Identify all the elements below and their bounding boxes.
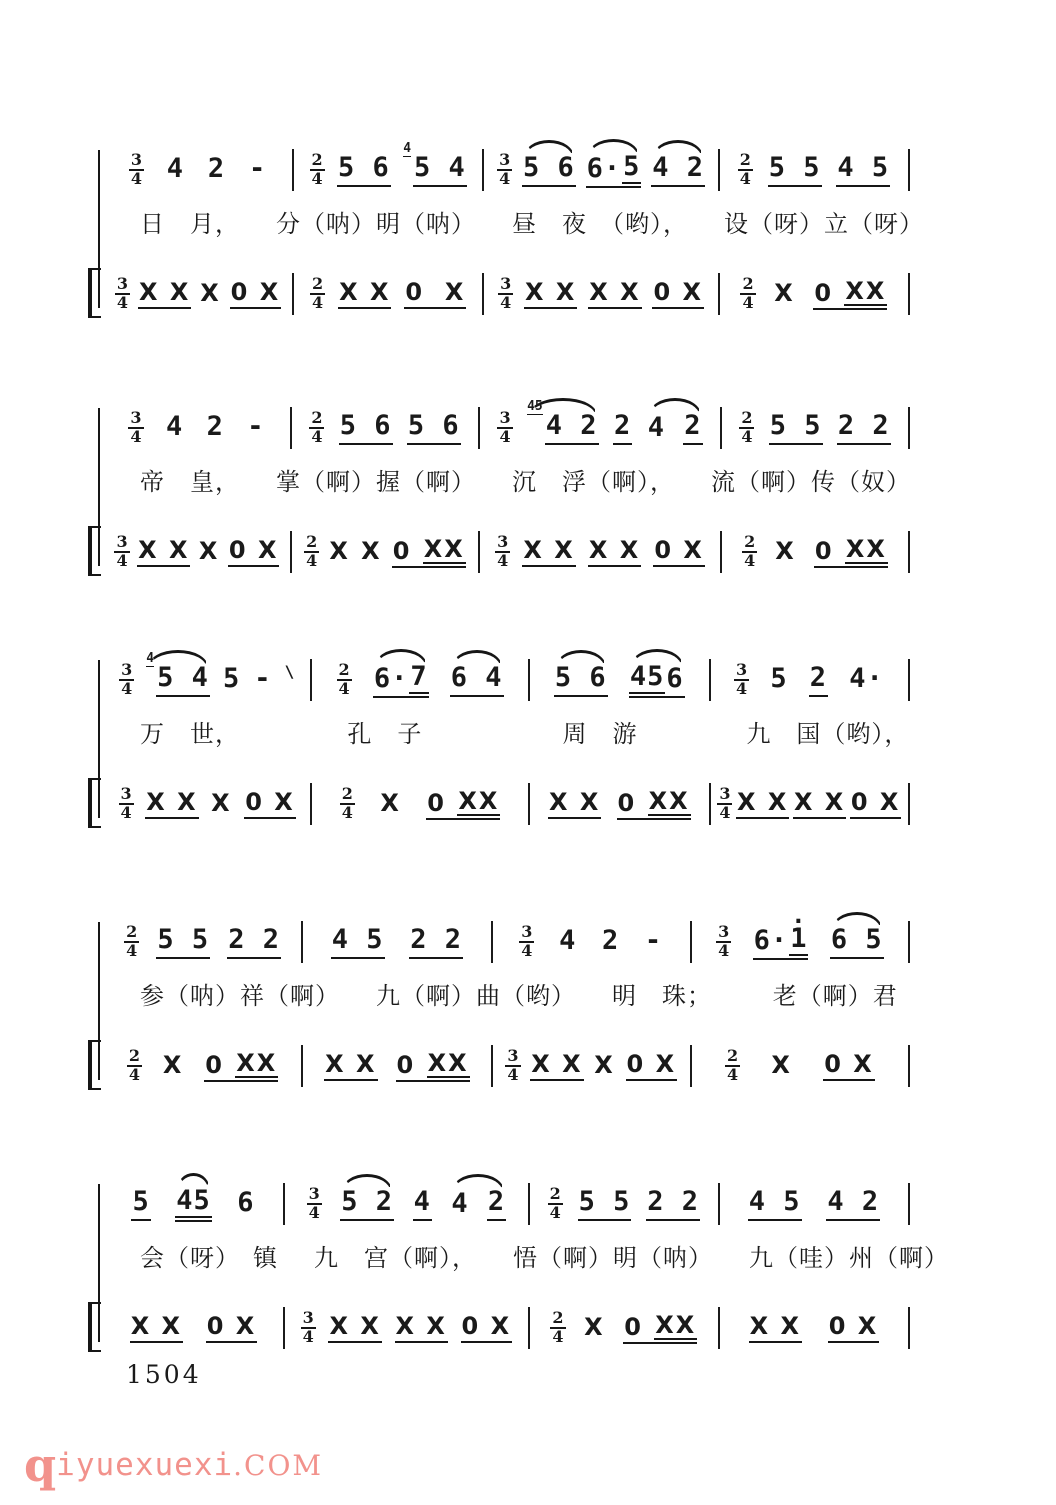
percussion-group: 0 XX bbox=[617, 788, 691, 820]
percussion-group: X bbox=[771, 1050, 792, 1079]
percussion-group: X bbox=[162, 1050, 184, 1079]
lyric: 明 珠； bbox=[612, 981, 712, 1010]
note-group: 6· · 1 bbox=[753, 924, 809, 960]
note-group: 4 5 bbox=[748, 1187, 802, 1221]
time-signature: $\frac{2}{4}$ bbox=[341, 784, 353, 822]
lyric: 九 宫（啊）， bbox=[314, 1243, 477, 1272]
percussion-bracket bbox=[88, 526, 101, 576]
note-group: - bbox=[247, 411, 265, 443]
time-signature: $\frac{2}{4}$ bbox=[338, 660, 350, 698]
note-group: 4 2 bbox=[451, 1186, 506, 1220]
melody-row bbox=[104, 650, 910, 710]
barline bbox=[908, 1183, 910, 1225]
note-group: $^{45}$ 4 2 bbox=[527, 411, 598, 445]
time-signature: $\frac{3}{4}$ bbox=[130, 150, 142, 188]
lyrics-row bbox=[104, 456, 910, 502]
percussion-group: 0 XX bbox=[396, 1050, 470, 1082]
perc-measure bbox=[104, 1298, 283, 1358]
time-signature: $\frac{3}{4}$ bbox=[116, 532, 128, 570]
percussion-row bbox=[104, 1036, 910, 1096]
system-4 bbox=[104, 912, 910, 1108]
percussion-group: 0 X bbox=[652, 279, 704, 309]
percussion-group: 0 X bbox=[626, 1051, 678, 1081]
perc-measure bbox=[292, 522, 478, 582]
perc-measure bbox=[530, 1298, 718, 1358]
percussion-group: X X bbox=[736, 789, 789, 819]
grace-note: 4 bbox=[403, 141, 412, 157]
perc-measure bbox=[720, 264, 908, 324]
perc-measure bbox=[285, 1298, 528, 1358]
lyric: 设（呀）立（呀） bbox=[724, 209, 924, 238]
note-group: \ bbox=[284, 662, 296, 682]
time-signature: $\frac{2}{4}$ bbox=[552, 1308, 564, 1346]
percussion-bracket bbox=[88, 778, 101, 828]
percussion-group: X X bbox=[324, 1051, 377, 1081]
note-group: 6 bbox=[237, 1187, 255, 1219]
watermark-tld: .COM bbox=[233, 1449, 324, 1482]
percussion-group: X bbox=[775, 536, 796, 565]
lyric: 万 世， bbox=[140, 719, 240, 748]
percussion-group: 0 XX bbox=[623, 1312, 697, 1344]
time-signature: $\frac{3}{4}$ bbox=[507, 1046, 519, 1084]
lyric: 九 国（哟）， bbox=[746, 719, 910, 748]
perc-measure bbox=[530, 774, 709, 834]
lyric: 分（呐）明（呐） bbox=[276, 209, 476, 238]
melody-measure bbox=[294, 140, 482, 200]
percussion-group: 0 X bbox=[823, 1051, 875, 1081]
lyric: 掌（啊）握（啊） bbox=[276, 467, 476, 496]
percussion-group: X X bbox=[130, 1313, 183, 1343]
note-group: 2 2 bbox=[409, 925, 463, 959]
percussion-group: X bbox=[594, 1050, 615, 1079]
lyric: 悟（啊）明（呐） bbox=[513, 1243, 713, 1272]
note-group: 5 6 bbox=[407, 411, 461, 445]
note-group: 4 2 bbox=[647, 410, 702, 444]
perc-measure bbox=[294, 264, 482, 324]
perc-measure bbox=[480, 522, 720, 582]
note-group: 5 6 bbox=[554, 663, 608, 697]
time-signature: $\frac{2}{4}$ bbox=[744, 532, 756, 570]
system-3 bbox=[104, 650, 910, 846]
perc-measure bbox=[720, 1298, 908, 1358]
time-signature: $\frac{2}{4}$ bbox=[741, 408, 753, 446]
lyric: 会（呀） 镇 bbox=[140, 1243, 278, 1272]
percussion-bracket bbox=[88, 1302, 101, 1352]
percussion-group: X X bbox=[522, 537, 575, 567]
lyric: 周 游 bbox=[562, 719, 638, 748]
percussion-group: X X bbox=[145, 789, 198, 819]
note-group: 4 5 bbox=[331, 925, 385, 959]
time-signature: $\frac{3}{4}$ bbox=[120, 784, 132, 822]
note-group: 4 bbox=[413, 1187, 432, 1221]
note-group: 5 6 bbox=[522, 153, 576, 187]
note-group: 5 5 bbox=[156, 925, 210, 959]
melody-measure bbox=[104, 398, 290, 458]
percussion-group: 0 XX bbox=[814, 536, 888, 568]
perc-measure bbox=[104, 774, 310, 834]
time-signature: $\frac{2}{4}$ bbox=[311, 150, 323, 188]
melody-measure bbox=[484, 140, 718, 200]
percussion-group: 0 X bbox=[850, 789, 902, 819]
note-group: 5 bbox=[222, 663, 241, 695]
note-group: 45 bbox=[175, 1186, 212, 1222]
barline bbox=[908, 921, 910, 963]
percussion-group: 0 X bbox=[653, 537, 705, 567]
system-1 bbox=[104, 140, 924, 336]
barline bbox=[908, 531, 910, 573]
barline bbox=[908, 273, 910, 315]
note-group: 6 5 bbox=[830, 925, 884, 959]
time-signature: $\frac{3}{4}$ bbox=[719, 784, 731, 822]
percussion-group: X bbox=[380, 788, 401, 817]
melody-row bbox=[104, 140, 910, 200]
barline bbox=[908, 407, 910, 449]
note-group: 4 bbox=[166, 153, 185, 185]
time-signature: $\frac{3}{4}$ bbox=[499, 408, 511, 446]
note-group: 5 6 bbox=[337, 153, 391, 187]
note-group: 2 bbox=[601, 925, 620, 957]
lyric: 九（啊）曲（哟） bbox=[376, 981, 576, 1010]
note-group: - bbox=[254, 663, 272, 695]
barline bbox=[908, 1045, 910, 1087]
percussion-group: X X bbox=[749, 1313, 802, 1343]
lyric: 日 月， bbox=[140, 209, 240, 238]
time-signature: $\frac{3}{4}$ bbox=[308, 1184, 320, 1222]
note-group: 4· bbox=[849, 663, 884, 695]
percussion-group: X bbox=[198, 536, 220, 565]
time-signature: $\frac{2}{4}$ bbox=[126, 922, 138, 960]
melody-measure bbox=[692, 912, 908, 972]
percussion-row bbox=[104, 1298, 910, 1358]
note-group: 5 6 bbox=[339, 411, 393, 445]
percussion-group: X X bbox=[588, 537, 641, 567]
lyric: 九（哇）州（啊） bbox=[749, 1243, 949, 1272]
note-group: 2 2 bbox=[646, 1187, 700, 1221]
barline bbox=[908, 149, 910, 191]
lyric: 老（啊）君 bbox=[772, 981, 898, 1010]
percussion-group: X X bbox=[588, 279, 641, 309]
time-signature: $\frac{3}{4}$ bbox=[500, 274, 512, 312]
melody-row bbox=[104, 912, 910, 972]
note-group: 6 4 bbox=[450, 663, 504, 697]
note-group: 6· 7 bbox=[373, 662, 429, 698]
melody-measure bbox=[530, 1174, 718, 1234]
time-signature: $\frac{2}{4}$ bbox=[727, 1046, 739, 1084]
note-group: - bbox=[248, 153, 267, 185]
note-group: - bbox=[644, 925, 663, 957]
lyrics-row bbox=[104, 970, 910, 1016]
note-group: 2 2 bbox=[837, 411, 891, 445]
percussion-bracket bbox=[88, 268, 101, 318]
note-group: 2 2 bbox=[227, 925, 281, 959]
melody-measure bbox=[104, 650, 310, 710]
time-signature: $\frac{2}{4}$ bbox=[742, 274, 754, 312]
melody-measure bbox=[104, 140, 292, 200]
percussion-group: X X bbox=[137, 537, 190, 567]
time-signature: $\frac{2}{4}$ bbox=[311, 408, 323, 446]
note-group: 5 bbox=[131, 1187, 150, 1221]
grace-note: 45 bbox=[527, 399, 543, 415]
percussion-group: 0 X bbox=[206, 1313, 258, 1343]
lyrics-row bbox=[104, 1232, 949, 1278]
percussion-group: X X bbox=[328, 1313, 381, 1343]
melody-measure bbox=[312, 650, 527, 710]
percussion-group: X X bbox=[548, 789, 601, 819]
note-group: 4 bbox=[559, 925, 577, 957]
melody-measure bbox=[104, 1174, 283, 1234]
perc-measure bbox=[104, 522, 290, 582]
percussion-group: X bbox=[329, 536, 350, 565]
percussion-group: X X bbox=[793, 789, 846, 819]
note-group: 5 5 bbox=[578, 1187, 632, 1221]
percussion-group: X X bbox=[395, 1313, 448, 1343]
note-group: 5 5 bbox=[769, 411, 823, 445]
note-group: $^4$ 5 4 bbox=[403, 153, 467, 187]
percussion-group: 0 X bbox=[461, 1313, 513, 1343]
time-signature: $\frac{2}{4}$ bbox=[306, 532, 318, 570]
note-group: $^4$ 5 4 bbox=[146, 663, 210, 697]
percussion-group: 0 XX bbox=[813, 278, 887, 310]
note-group: 6· 5 bbox=[586, 152, 642, 188]
melody-measure bbox=[493, 912, 690, 972]
time-signature: $\frac{3}{4}$ bbox=[116, 274, 129, 312]
page-number: 1504 bbox=[126, 1360, 202, 1389]
lyric: 沉 浮（啊）， bbox=[512, 467, 675, 496]
lyrics-row bbox=[104, 708, 910, 754]
percussion-group: X X bbox=[524, 279, 577, 309]
percussion-row bbox=[104, 264, 910, 324]
time-signature: $\frac{3}{4}$ bbox=[499, 150, 511, 188]
percussion-group: X X bbox=[138, 279, 191, 309]
percussion-bracket bbox=[88, 1040, 101, 1090]
time-signature: $\frac{3}{4}$ bbox=[130, 408, 142, 446]
note-group: 2 bbox=[613, 411, 632, 445]
note-group: 5 2 bbox=[340, 1187, 394, 1221]
time-signature: $\frac{2}{4}$ bbox=[128, 1046, 140, 1084]
note-group: 2 bbox=[207, 153, 226, 185]
barline bbox=[908, 659, 910, 701]
percussion-group: 0 XX bbox=[426, 788, 500, 820]
watermark-logo-q: q bbox=[24, 1438, 57, 1492]
perc-measure bbox=[104, 264, 292, 324]
percussion-group: X bbox=[774, 278, 795, 307]
perc-measure bbox=[303, 1036, 491, 1096]
melody-measure bbox=[722, 398, 908, 458]
time-signature: $\frac{3}{4}$ bbox=[121, 660, 133, 698]
note-group: 4 5 bbox=[836, 153, 890, 187]
percussion-group: X X bbox=[530, 1051, 583, 1081]
note-group: 2 bbox=[206, 411, 224, 443]
perc-measure bbox=[484, 264, 718, 324]
melody-row bbox=[104, 1174, 910, 1234]
melody-measure bbox=[711, 650, 908, 710]
percussion-row bbox=[104, 522, 910, 582]
time-signature: $\frac{2}{4}$ bbox=[312, 274, 324, 312]
melody-row bbox=[104, 398, 910, 458]
perc-measure bbox=[104, 1036, 301, 1096]
perc-measure bbox=[692, 1036, 908, 1096]
system-5 bbox=[104, 1174, 949, 1370]
percussion-group: 0 X bbox=[404, 279, 466, 309]
note-group: 5 5 bbox=[768, 153, 822, 187]
time-signature: $\frac{2}{4}$ bbox=[739, 150, 751, 188]
percussion-group: X X bbox=[338, 279, 391, 309]
percussion-group: X bbox=[361, 536, 382, 565]
melody-measure bbox=[720, 140, 908, 200]
melody-measure bbox=[104, 912, 301, 972]
melody-measure bbox=[720, 1174, 908, 1234]
lyric: 昼 夜 （哟）， bbox=[512, 209, 688, 238]
note-group: 4 2 bbox=[826, 1187, 880, 1221]
lyric: 孔 子 bbox=[347, 719, 423, 748]
percussion-group: 0 XX bbox=[204, 1050, 278, 1082]
lyric: 参（呐）祥（啊） bbox=[140, 981, 340, 1010]
system-2 bbox=[104, 398, 910, 594]
barline bbox=[908, 783, 910, 825]
note-group: 4 bbox=[165, 411, 184, 443]
perc-measure bbox=[722, 522, 908, 582]
lyric: 流（啊）传（奴） bbox=[711, 467, 911, 496]
note-group: 4 2 bbox=[651, 153, 705, 187]
percussion-group: X bbox=[584, 1312, 605, 1341]
melody-measure bbox=[285, 1174, 528, 1234]
watermark-text: iyuexuexi bbox=[56, 1447, 234, 1483]
time-signature: $\frac{3}{4}$ bbox=[521, 922, 533, 960]
time-signature: $\frac{2}{4}$ bbox=[549, 1184, 561, 1222]
time-signature: $\frac{3}{4}$ bbox=[735, 660, 748, 698]
melody-measure bbox=[480, 398, 720, 458]
time-signature: $\frac{3}{4}$ bbox=[497, 532, 509, 570]
melody-measure bbox=[292, 398, 478, 458]
grace-note: 4 bbox=[146, 651, 155, 667]
barline bbox=[908, 1307, 910, 1349]
percussion-group: 0 X bbox=[828, 1313, 880, 1343]
lyric: 帝 皇， bbox=[140, 467, 240, 496]
time-signature: $\frac{3}{4}$ bbox=[302, 1308, 314, 1346]
perc-measure bbox=[312, 774, 527, 834]
percussion-group: X bbox=[211, 788, 232, 817]
lyrics-row bbox=[104, 198, 924, 244]
percussion-row bbox=[104, 774, 910, 834]
perc-measure bbox=[493, 1036, 690, 1096]
melody-measure bbox=[530, 650, 709, 710]
percussion-group: 0 X bbox=[244, 789, 296, 819]
watermark bbox=[24, 1438, 324, 1492]
perc-measure bbox=[711, 774, 908, 834]
time-signature: $\frac{3}{4}$ bbox=[718, 922, 730, 960]
percussion-group: 0 X bbox=[230, 279, 282, 309]
note-group: 2 bbox=[809, 663, 828, 697]
note-group: 45 6 bbox=[629, 662, 685, 698]
note-group: 5 bbox=[770, 663, 788, 695]
percussion-group: 0 X bbox=[228, 537, 280, 567]
percussion-group: 0 XX bbox=[392, 536, 466, 568]
percussion-group: X bbox=[200, 278, 221, 307]
melody-measure bbox=[303, 912, 491, 972]
